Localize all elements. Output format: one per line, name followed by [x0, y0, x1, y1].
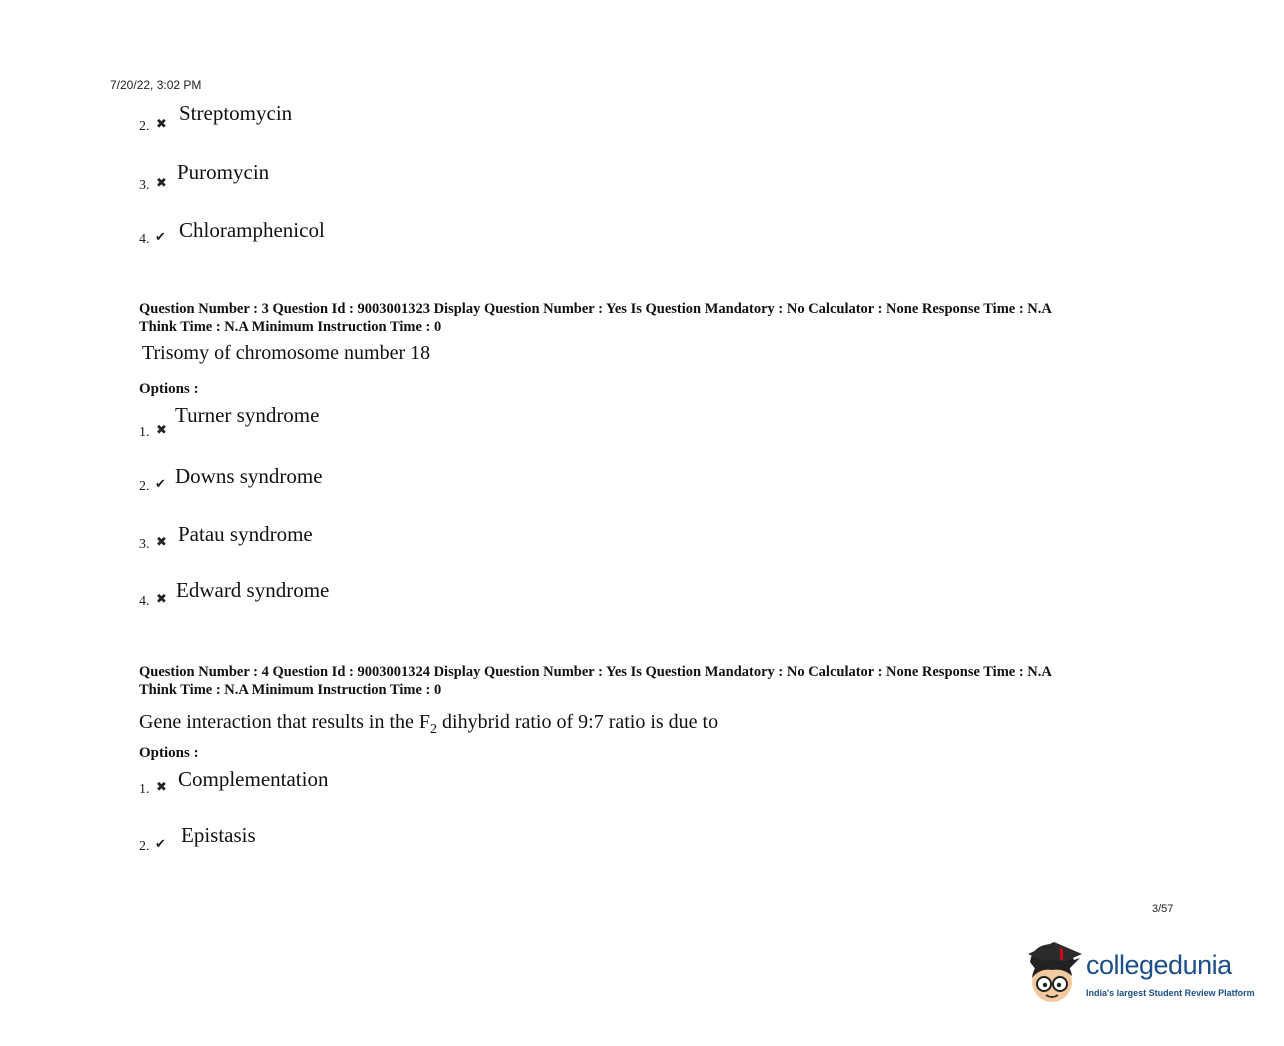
- question-text: [139, 711, 718, 738]
- option-number: 2.: [139, 119, 150, 134]
- cross-icon: ✖: [156, 116, 167, 131]
- option-number: 1.: [139, 782, 150, 797]
- question-text-part: dihybrid ratio of 9:7 ratio is due to: [437, 711, 719, 733]
- option-number: 4.: [139, 232, 150, 247]
- question-text-part: Gene interaction that results in the F: [139, 711, 431, 733]
- print-timestamp: 7/20/22, 3:02 PM: [110, 78, 202, 92]
- question-text: Trisomy of chromosome number 18: [142, 342, 431, 364]
- option-text: Streptomycin: [179, 101, 293, 125]
- cross-icon: ✖: [156, 534, 167, 549]
- option-text: Epistasis: [181, 823, 256, 847]
- option-text: Turner syndrome: [175, 403, 320, 427]
- option-number: 2.: [139, 839, 150, 854]
- option-number: 2.: [139, 479, 150, 494]
- check-icon: ✔: [155, 836, 166, 851]
- check-icon: ✔: [155, 476, 166, 491]
- question-meta-line: Question Number : 3 Question Id : 9003001323 Display Question Number : Yes Is Question Mandatory : No Calculator : None Response Time : N.A: [139, 301, 1052, 317]
- option-number: 3.: [139, 537, 150, 552]
- brand-logo-text: collegedunia: [1086, 950, 1232, 980]
- option-text: Puromycin: [177, 160, 270, 184]
- question-meta-line: Think Time : N.A Minimum Instruction Time : 0: [139, 319, 442, 335]
- brand-tagline: India's largest Student Review Platform: [1086, 988, 1255, 998]
- cross-icon: ✖: [156, 422, 167, 437]
- options-label: Options :: [139, 745, 199, 761]
- option-text: Complementation: [178, 767, 329, 791]
- option-text: Edward syndrome: [176, 578, 330, 602]
- option-number: 1.: [139, 425, 150, 440]
- options-label: Options :: [139, 381, 199, 397]
- cross-icon: ✖: [156, 175, 167, 190]
- option-number: 3.: [139, 178, 150, 193]
- option-text: Patau syndrome: [178, 522, 313, 546]
- question-meta-line: Think Time : N.A Minimum Instruction Time : 0: [139, 682, 442, 698]
- cross-icon: ✖: [156, 591, 167, 606]
- option-text: Downs syndrome: [175, 464, 323, 488]
- option-text: Chloramphenicol: [179, 218, 325, 242]
- option-number: 4.: [139, 594, 150, 609]
- question-meta-line: Question Number : 4 Question Id : 9003001324 Display Question Number : Yes Is Question Mandatory : No Calculator : None Response Time : N.A: [139, 664, 1052, 680]
- subscript: 2: [430, 722, 438, 737]
- page-number: 3/57: [1152, 903, 1174, 915]
- cross-icon: ✖: [156, 779, 167, 794]
- check-icon: ✔: [155, 229, 166, 244]
- collegedunia-mascot-icon: [1024, 940, 1084, 1006]
